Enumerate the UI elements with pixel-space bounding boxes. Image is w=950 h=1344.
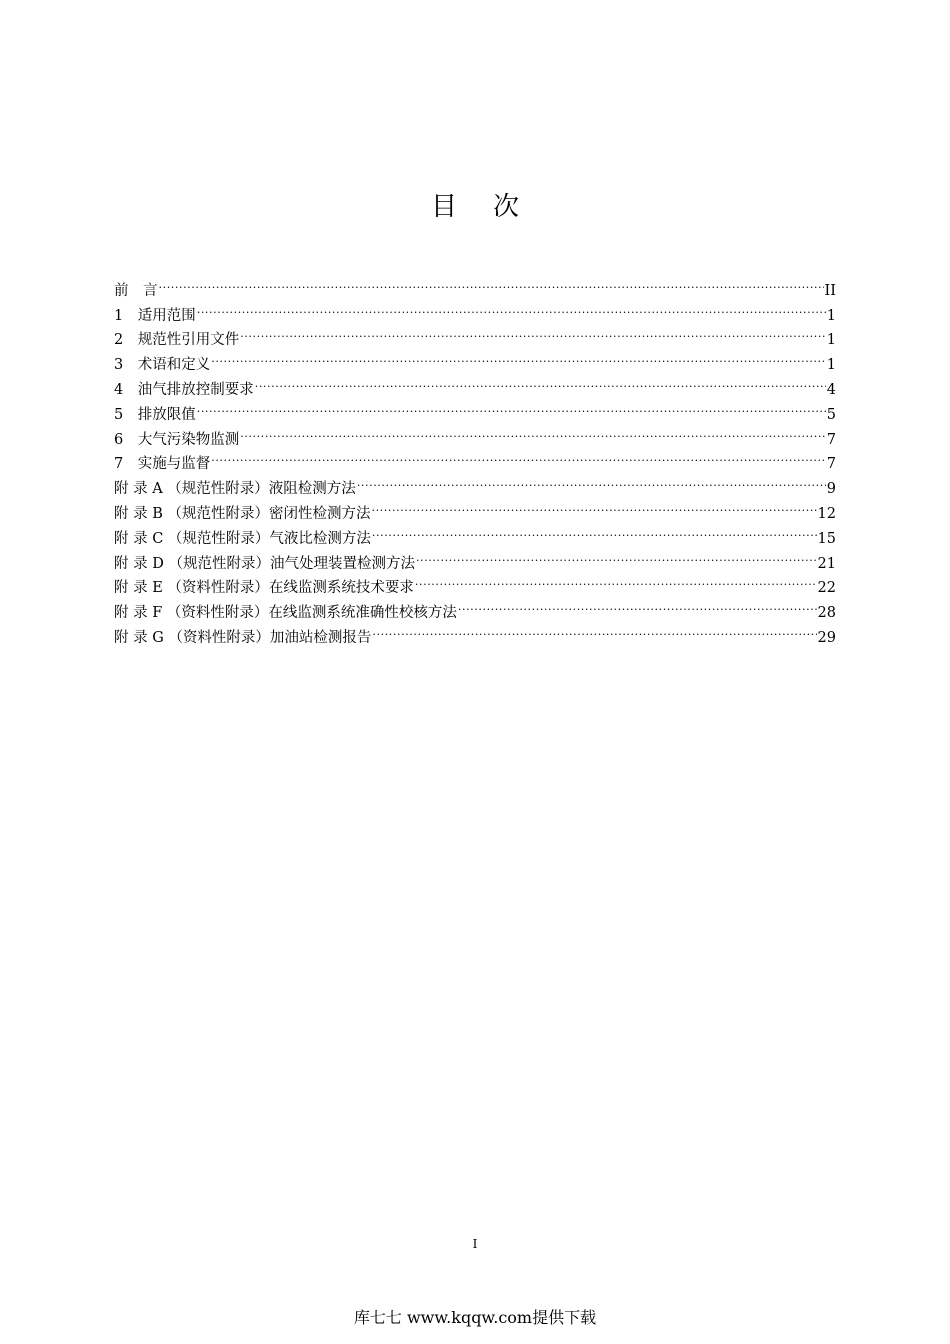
toc-entry-page: 1 (826, 307, 836, 324)
toc-entry-page: 1 (826, 332, 836, 349)
toc-entry-page: 21 (817, 555, 836, 572)
toc-entry-label: 附 录 C （规范性附录）气液比检测方法 (114, 530, 371, 547)
toc-leader-dots (240, 419, 826, 444)
toc-entry-terms-definitions[interactable] (114, 344, 836, 374)
toc-entry-page: 1 (826, 357, 836, 374)
toc-leader-dots (372, 617, 816, 642)
toc-entry-label: 附 录 E （资料性附录）在线监测系统技术要求 (114, 580, 414, 597)
toc-entry-page: 15 (817, 530, 836, 547)
table-of-contents (114, 270, 836, 646)
toc-entry-label: 1 适用范围 (114, 307, 196, 324)
toc-entry-page: 22 (817, 580, 836, 597)
toc-entry-page: 12 (817, 505, 836, 522)
toc-entry-label: 4 油气排放控制要求 (114, 381, 254, 398)
toc-entry-page: 4 (826, 381, 836, 398)
toc-entry-label: 附 录 F （资料性附录）在线监测系统准确性校核方法 (114, 605, 457, 622)
title-char-2: 次 (493, 192, 520, 222)
toc-leader-dots (357, 468, 826, 493)
toc-leader-dots (240, 320, 826, 345)
toc-entry-implementation[interactable] (114, 444, 836, 473)
toc-entry-label: 附 录 G （资料性附录）加油站检测报告 (114, 629, 372, 646)
toc-entry-label: 附 录 A （规范性附录）液阻检测方法 (114, 481, 356, 498)
page-title (0, 190, 950, 224)
toc-entry-label: 附 录 D （规范性附录）油气处理装置检测方法 (114, 555, 415, 572)
toc-leader-dots (197, 295, 826, 320)
toc-leader-dots (255, 369, 826, 394)
toc-leader-dots (211, 344, 826, 369)
toc-leader-dots (372, 518, 817, 543)
toc-entry-appendix-a[interactable] (114, 468, 836, 498)
toc-entry-page: 28 (817, 605, 836, 622)
toc-entry-preface[interactable] (114, 270, 836, 299)
toc-entry-normative-references[interactable] (114, 320, 836, 349)
toc-leader-dots (416, 543, 817, 568)
toc-entry-emission-control[interactable] (114, 369, 836, 398)
toc-entry-label: 附 录 B （规范性附录）密闭性检测方法 (114, 505, 371, 522)
title-char-1: 目 (430, 192, 457, 222)
toc-entry-emission-limits[interactable] (114, 394, 836, 423)
toc-leader-dots (197, 394, 826, 419)
toc-leader-dots (159, 270, 824, 295)
toc-entry-scope[interactable] (114, 295, 836, 324)
toc-entry-air-monitoring[interactable] (114, 419, 836, 448)
toc-entry-page: II (824, 282, 836, 299)
toc-entry-label: 3 术语和定义 (114, 357, 211, 374)
footer-watermark: 库七七 www.kqqw.com提供下载 (353, 1308, 597, 1327)
toc-entry-label: 前 言 (114, 282, 158, 299)
toc-leader-dots (371, 493, 816, 518)
toc-leader-dots (458, 592, 817, 617)
toc-entry-page: 5 (826, 406, 836, 423)
toc-entry-page: 9 (826, 481, 836, 498)
toc-entry-label: 6 大气污染物监测 (114, 431, 240, 448)
page-number: I (472, 1237, 478, 1251)
toc-entry-page: 7 (826, 431, 836, 448)
toc-leader-dots (415, 568, 817, 593)
toc-entry-label: 5 排放限值 (114, 406, 196, 423)
toc-entry-label: 7 实施与监督 (114, 456, 211, 473)
toc-entry-page: 7 (826, 456, 836, 473)
toc-entry-page: 29 (817, 629, 836, 646)
toc-entry-label: 2 规范性引用文件 (114, 332, 240, 349)
toc-leader-dots (211, 444, 826, 469)
